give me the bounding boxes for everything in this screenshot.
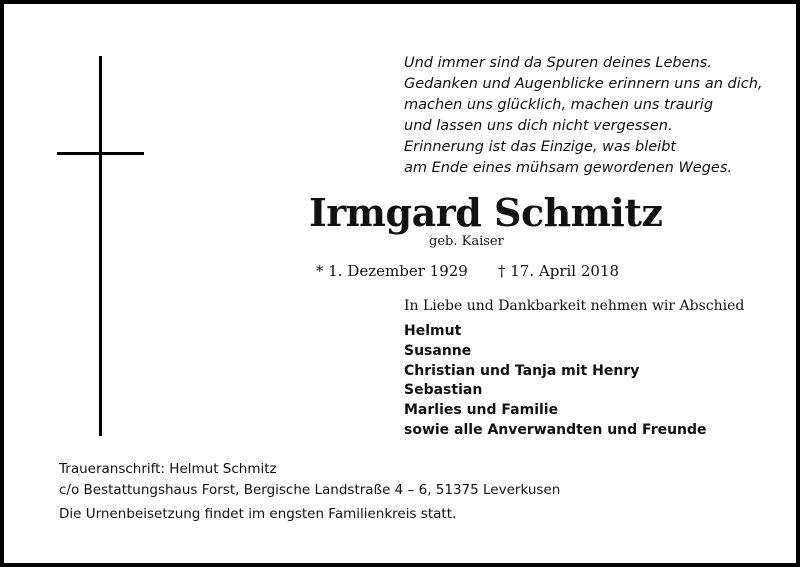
poem-line: Gedanken und Augenblicke erinnern uns an dich, [404,76,763,92]
poem-line: Und immer sind da Spuren deines Lebens. [404,55,712,71]
farewell-text: In Liebe und Dankbarkeit nehmen wir Abschied [404,298,745,314]
mourner-name: Marlies und Familie [404,402,559,419]
death-date: † 17. April 2018 [498,262,620,280]
mourner-name: Christian und Tanja mit Henry [404,362,640,379]
poem-line: machen uns glücklich, machen uns traurig [404,97,714,113]
burial-note: Die Urnenbeisetzung findet im engsten Familienkreis statt. [59,506,457,522]
poem-line: Erinnerung ist das Einzige, was bleibt [404,139,677,155]
address-line: c/o Bestattungshaus Forst, Bergische Landstraße 4 – 6, 51375 Leverkusen [59,482,561,498]
poem-line: am Ende eines mühsam gewordenen Weges. [404,160,733,176]
mourner-name: Sebastian [404,382,483,399]
deceased-name: Irmgard Schmitz [309,190,663,235]
mourner-name: Helmut [404,323,462,339]
cross-horizontal-beam [57,152,144,155]
birth-date: * 1. Dezember 1929 [316,262,468,280]
address-line: Traueranschrift: Helmut Schmitz [59,461,277,477]
memorial-poem [404,53,784,179]
birth-name: geb. Kaiser [429,234,504,249]
mourners-list [404,322,707,441]
cross-vertical-beam [99,56,102,436]
mourner-name: Susanne [404,342,472,359]
mourning-address [59,459,560,501]
poem-line: und lassen uns dich nicht vergessen. [404,118,673,134]
mourner-name: sowie alle Anverwandten und Freunde [404,421,707,438]
